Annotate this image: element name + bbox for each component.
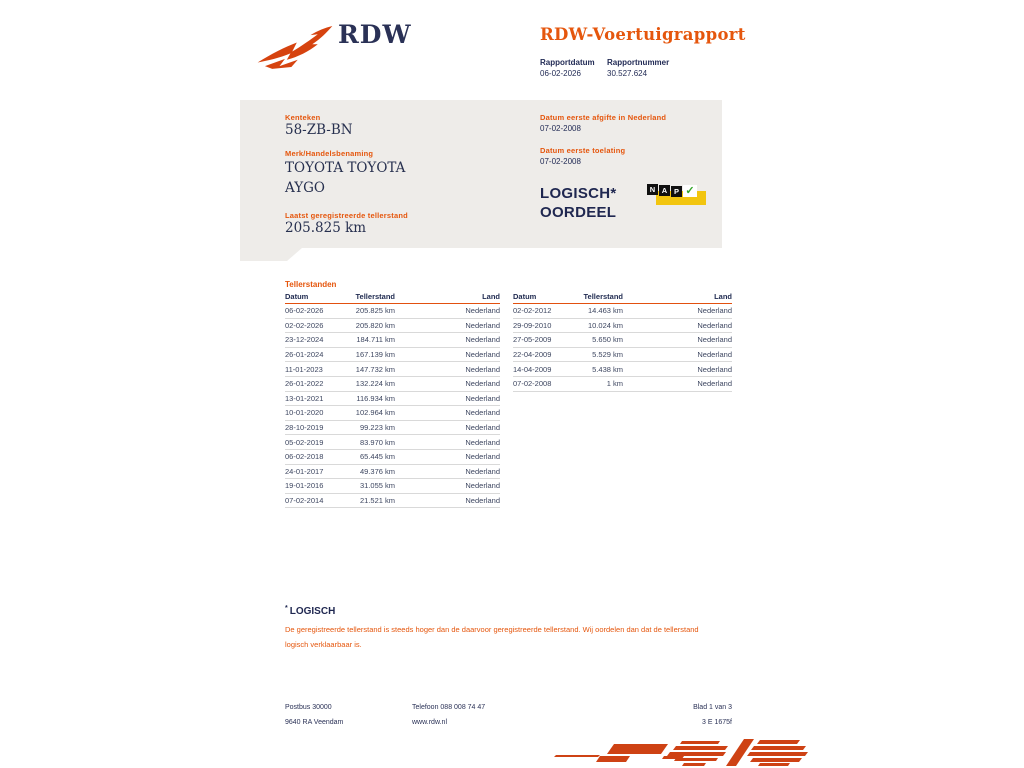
row-tellerstand: 49.376 km xyxy=(359,466,395,476)
col-header-datum: Datum xyxy=(513,292,537,301)
tellerstanden-table-left xyxy=(285,291,500,508)
col-header-datum: Datum xyxy=(285,292,309,301)
row-datum: 14-04-2009 xyxy=(513,364,552,374)
row-tellerstand: 205.825 km xyxy=(355,306,395,316)
table-header-row xyxy=(285,291,500,304)
row-land: Nederland xyxy=(465,466,500,476)
row-datum: 06-02-2026 xyxy=(285,306,324,316)
rdw-logo-text: RDW xyxy=(338,20,412,49)
col-header-land: Land xyxy=(482,292,500,301)
table-row xyxy=(513,377,732,392)
nap-letter-a: A xyxy=(659,185,670,196)
row-tellerstand: 83.970 km xyxy=(359,437,395,447)
panel-corner-tab xyxy=(240,248,302,261)
table-row xyxy=(513,362,732,377)
row-tellerstand: 65.445 km xyxy=(359,452,395,462)
footer-address-line2: 9640 RA Veendam xyxy=(285,719,344,726)
row-datum: 11-01-2023 xyxy=(285,364,323,374)
row-land: Nederland xyxy=(697,350,732,360)
oordeel-line2: OORDEEL xyxy=(540,204,617,221)
table-row xyxy=(285,479,500,494)
row-tellerstand: 116.934 km xyxy=(356,393,395,403)
row-land: Nederland xyxy=(697,364,732,374)
row-tellerstand: 167.139 km xyxy=(355,350,395,360)
row-land: Nederland xyxy=(697,335,732,345)
nap-check-icon: ✓ xyxy=(683,185,697,197)
col-header-tellerstand: Tellerstand xyxy=(355,292,395,301)
row-land: Nederland xyxy=(465,335,500,345)
footer-contact xyxy=(412,700,485,730)
table-row xyxy=(285,304,500,319)
kenteken-label: Kenteken xyxy=(285,113,321,122)
footer-form-code: 3 E 1675f xyxy=(702,719,732,726)
footer-phone: Telefoon 088 008 74 47 xyxy=(412,704,486,711)
row-land: Nederland xyxy=(465,379,500,389)
merk-value: TOYOTA TOYOTA AYGO xyxy=(285,160,406,196)
row-tellerstand: 99.223 km xyxy=(359,423,395,433)
report-date-value: 06-02-2026 xyxy=(540,69,581,78)
toelating-value: 07-02-2008 xyxy=(540,157,581,166)
report-date-label: Rapportdatum xyxy=(540,58,595,67)
row-tellerstand: 102.964 km xyxy=(355,408,395,418)
report-number-label: Rapportnummer xyxy=(607,58,670,67)
row-datum: 19-01-2016 xyxy=(285,481,324,491)
footer-address xyxy=(285,700,343,730)
footnote-text: De geregistreerde tellerstand is steeds hoger dan de daarvoor geregistreerde tellerstand. Wij oordelen dan dat de tellerstand logisch verklaarbaar is. xyxy=(285,625,699,649)
table-row xyxy=(285,362,500,377)
nap-letter-p: P xyxy=(671,186,682,197)
table-row xyxy=(285,319,500,334)
table-row xyxy=(285,406,500,421)
row-land: Nederland xyxy=(465,481,500,491)
row-land: Nederland xyxy=(465,452,500,462)
row-datum: 29-09-2010 xyxy=(513,320,552,330)
table-row xyxy=(285,435,500,450)
vehicle-summary-panel xyxy=(240,100,722,248)
row-tellerstand: 147.732 km xyxy=(355,364,395,374)
row-datum: 23-12-2024 xyxy=(285,335,324,345)
table-row xyxy=(285,333,500,348)
row-land: Nederland xyxy=(465,423,500,433)
row-tellerstand: 205.820 km xyxy=(355,320,395,330)
row-tellerstand: 5.529 km xyxy=(592,350,623,360)
footer-page-info xyxy=(632,700,732,730)
row-datum: 24-01-2017 xyxy=(285,466,324,476)
tellerstanden-table-right xyxy=(513,291,732,392)
row-tellerstand: 132.224 km xyxy=(355,379,395,389)
tellerstand-value: 205.825 km xyxy=(285,220,367,236)
nap-logo xyxy=(647,182,711,210)
rdw-swift-logo xyxy=(254,24,336,70)
row-land: Nederland xyxy=(465,350,500,360)
footer-website-link[interactable]: www.rdw.nl xyxy=(412,719,448,726)
tellerstand-label: Laatst geregistreerde tellerstand xyxy=(285,211,408,220)
row-tellerstand: 5.650 km xyxy=(592,335,623,345)
row-land: Nederland xyxy=(697,306,732,316)
table-row xyxy=(285,421,500,436)
oordeel-line1: LOGISCH* xyxy=(540,185,617,202)
row-tellerstand: 10.024 km xyxy=(587,320,623,330)
row-datum: 13-01-2021 xyxy=(285,393,324,403)
row-land: Nederland xyxy=(465,364,500,374)
footer-address-line1: Postbus 30000 xyxy=(285,704,332,711)
table-row xyxy=(513,319,732,334)
table-row xyxy=(285,465,500,480)
row-tellerstand: 184.711 km xyxy=(356,335,395,345)
row-land: Nederland xyxy=(465,496,500,506)
row-tellerstand: 14.463 km xyxy=(587,306,623,316)
row-datum: 07-02-2014 xyxy=(285,496,324,506)
table-row xyxy=(285,377,500,392)
table-row xyxy=(513,304,732,319)
row-tellerstand: 21.521 km xyxy=(359,496,395,506)
row-datum: 06-02-2018 xyxy=(285,452,324,462)
row-land: Nederland xyxy=(465,393,500,403)
row-tellerstand: 5.438 km xyxy=(592,364,623,374)
afgifte-label: Datum eerste afgifte in Nederland xyxy=(540,113,667,122)
table-header-row xyxy=(513,291,732,304)
row-tellerstand: 31.055 km xyxy=(359,481,395,491)
row-land: Nederland xyxy=(465,320,500,330)
oordeel-text xyxy=(540,184,617,222)
rdw-stripes-graphic xyxy=(548,737,810,768)
row-datum: 05-02-2019 xyxy=(285,437,324,447)
toelating-label: Datum eerste toelating xyxy=(540,146,626,155)
row-datum: 02-02-2026 xyxy=(285,320,324,330)
col-header-tellerstand: Tellerstand xyxy=(583,292,623,301)
row-land: Nederland xyxy=(697,379,732,389)
afgifte-value: 07-02-2008 xyxy=(540,124,581,133)
row-datum: 26-01-2024 xyxy=(285,350,324,360)
row-datum: 22-04-2009 xyxy=(513,350,552,360)
row-datum: 27-05-2009 xyxy=(513,335,552,345)
kenteken-value: 58-ZB-BN xyxy=(285,122,353,138)
nap-letter-n: N xyxy=(647,184,658,195)
tellerstanden-section-title: Tellerstanden xyxy=(285,280,337,289)
row-datum: 07-02-2008 xyxy=(513,379,552,389)
row-land: Nederland xyxy=(465,437,500,447)
row-land: Nederland xyxy=(465,306,500,316)
report-number-value: 30.527.624 xyxy=(607,69,648,78)
row-datum: 26-01-2022 xyxy=(285,379,324,389)
col-header-land: Land xyxy=(714,292,732,301)
row-land: Nederland xyxy=(465,408,500,418)
row-datum: 10-01-2020 xyxy=(285,408,324,418)
row-land: Nederland xyxy=(697,320,732,330)
row-datum: 02-02-2012 xyxy=(513,306,552,316)
table-row xyxy=(513,333,732,348)
table-row xyxy=(285,450,500,465)
table-row xyxy=(285,348,500,363)
table-row xyxy=(285,494,500,509)
table-row xyxy=(285,392,500,407)
table-body-right xyxy=(513,304,732,392)
footnote-title xyxy=(285,605,335,617)
merk-label: Merk/Handelsbenaming xyxy=(285,149,374,158)
footnote-asterisk: * xyxy=(285,605,288,612)
footnote-title-text: LOGISCH xyxy=(289,606,336,617)
footer-blad: Blad 1 van 3 xyxy=(693,704,732,711)
row-datum: 28-10-2019 xyxy=(285,423,324,433)
table-row xyxy=(513,348,732,363)
table-body-left xyxy=(285,304,500,508)
page-title: RDW-Voertuigrapport xyxy=(540,25,746,44)
row-tellerstand: 1 km xyxy=(606,379,623,389)
